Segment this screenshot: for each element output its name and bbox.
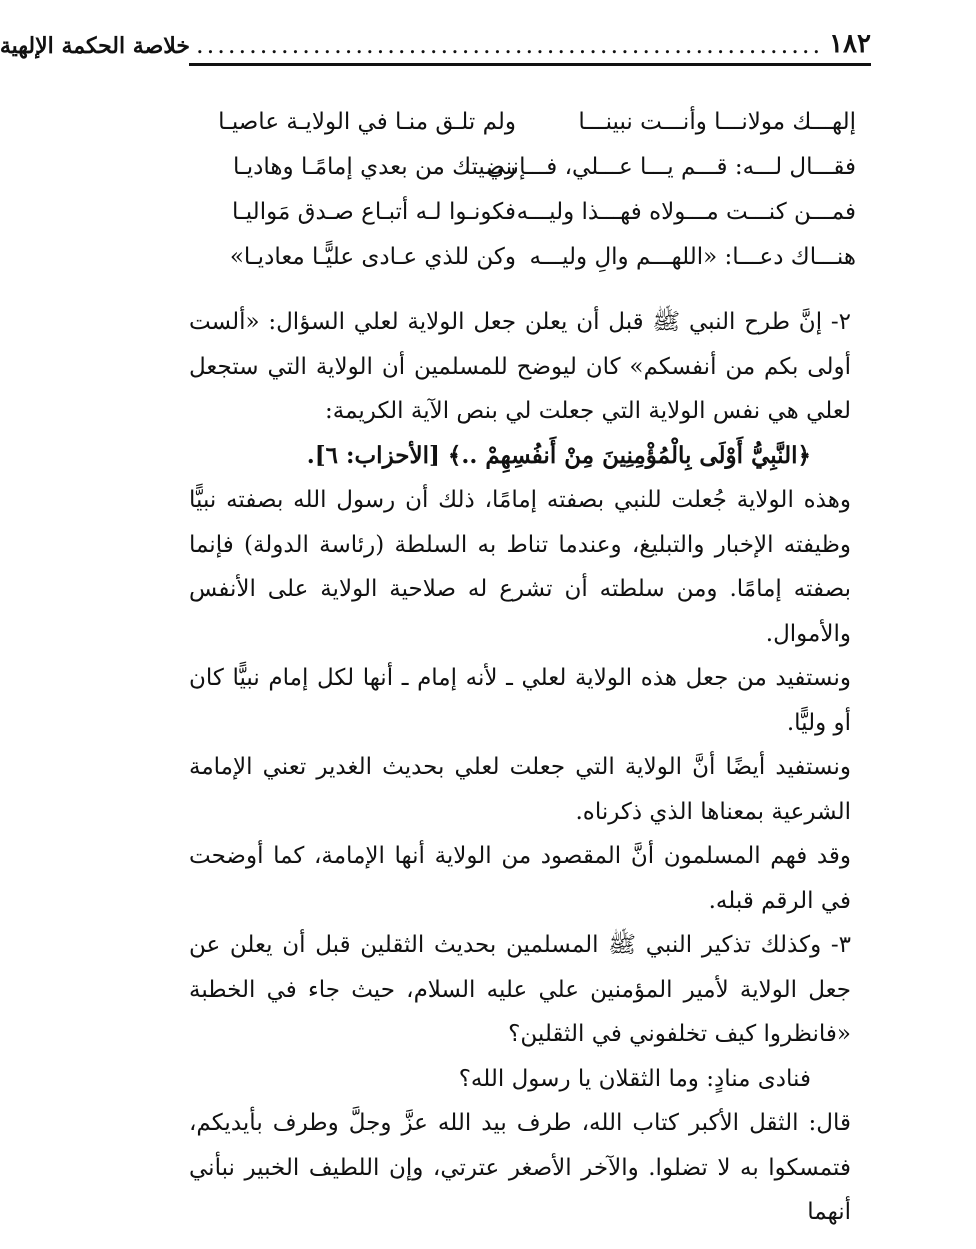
poem-first-hemistich: فمـــن كنـــت مـــولاه فهـــذا وليـــه <box>516 199 856 225</box>
paragraph-understanding: وقد فهم المسلمون أنَّ المقصود من الولاية أنها الإمامة، كما أوضحت في الرقم قبله. <box>189 843 851 914</box>
poem-line <box>206 235 856 280</box>
poem-first-hemistich: إلهـــك مولانـــا وأنـــت نبينـــا <box>578 109 856 135</box>
poem-second-hemistich: رضيتك من بعدي إمامًـا وهاديـا <box>233 154 516 180</box>
running-title: خلاصة الحكمة الإلهية <box>0 33 190 59</box>
running-header <box>0 28 871 66</box>
poem-second-hemistich: وكن للذي عـادى عليًّـا معاديـا» <box>229 244 516 270</box>
poem-second-hemistich: ولم تلـق منـا في الولايـة عاصيـا <box>218 109 516 135</box>
page-number: ١٨٢ <box>829 29 871 59</box>
poem-line <box>206 100 856 145</box>
header-dot-leader: ........................................................... <box>195 31 824 59</box>
poem-block <box>206 100 856 280</box>
poem-line <box>206 145 856 190</box>
paragraph-point-3: ٣- وكذلك تذكير النبي ﷺ المسلمين بحديث الثقلين قبل أن يعلن عن جعل الولاية لأمير المؤمنين علي عليه السلام، حيث جاء في الخطبة «فانظروا كيف تخلفوني في الثقلين؟ <box>189 932 851 1047</box>
paragraph-wilaya: وهذه الولاية جُعلت للنبي بصفته إمامًا، ذلك أن رسول الله بصفته نبيًّا وظيفته الإخبار والتبليغ، وعندما تناط به السلطة (رئاسة الدولة) فإنما بصفته إمامًا. ومن سلطته أن تشرع له صلاحية الولاية على الأنفس والأموال. <box>189 487 851 647</box>
poem-first-hemistich: فقـــال لـــه: قـــم يـــا عـــلي، فـــإنني <box>486 154 856 180</box>
paragraph-benefit-2: ونستفيد أيضًا أنَّ الولاية التي جعلت لعلي بحديث الغدير تعني الإمامة الشرعية بمعناها الذي ذكرناه. <box>189 754 851 825</box>
paragraph-point-2: ٢- إنَّ طرح النبي ﷺ قبل أن يعلن جعل الولاية لعلي السؤال: «ألست أولى بكم من أنفسكم» كان ليوضح للمسلمين أن الولاية التي ستجعل لعلي هي نفس الولاية التي جعلت لي بنص الآية الكريمة: <box>189 309 851 424</box>
paragraph-thaqalayn: قال: الثقل الأكبر كتاب الله، طرف بيد الله عزَّ وجلَّ وطرف بأيديكم، فتمسكوا به لا تضلوا. والآخر الأصغر عترتي، وإن اللطيف الخبير نبأني أنهما <box>189 1110 851 1225</box>
poem-line <box>206 190 856 235</box>
paragraph-caller: فنادى منادٍ: وما الثقلان يا رسول الله؟ <box>458 1065 811 1092</box>
paragraph-benefit-1: ونستفيد من جعل هذه الولاية لعلي ـ لأنه إمام ـ أنها لكل إمام نبيًّا كان أو وليًّا. <box>189 665 851 736</box>
quran-verse: ﴿النَّبِيُّ أَوْلَى بِالْمُؤْمِنِينَ مِنْ أَنفُسِهِمْ ..﴾ [الأحزاب: ٦]. <box>306 441 811 469</box>
body-text <box>189 300 871 1235</box>
poem-first-hemistich: هنـــاك دعـــا: «اللهـــم والِ وليـــه <box>529 244 856 270</box>
poem-second-hemistich: فكونـوا لـه أتبـاع صـدق مَواليـا <box>232 199 516 225</box>
